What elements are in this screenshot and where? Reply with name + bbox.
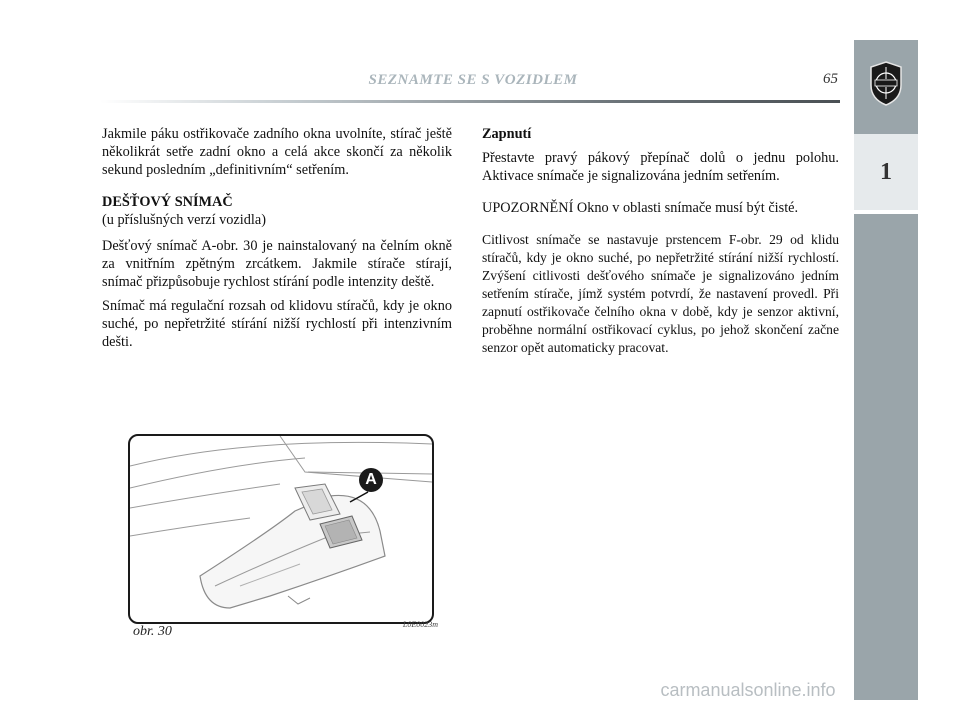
- figure-frame: [128, 434, 434, 624]
- body-paragraph: Citlivost snímače se nastavuje prstencem F-obr. 29 od klidu stíračů, kdy je okno suché, po nepřetržité stírání nižší rychlostí. Zvýšení citlivosti dešťového snímače je signalizováno jedním setřením stírače, jímž systém potvrdí, že nastavení provedl. Při zapnutí ostřikovače čelního okna v době, kdy je senzor aktivní, proběhne normální ostřikovací cyklus, po jehož skončení začne senzor opět automaticky pracovat.: [482, 232, 839, 355]
- lancia-logo-icon: [866, 59, 906, 112]
- rain-sensor-illustration: [130, 436, 432, 622]
- body-paragraph: Dešťový snímač A-obr. 30 je nainstalovaný na čelním okně za vnitřním zpětným zrcátkem. Jakmile stírače stírají, snímač přizpůsobuje rychlost stírání podle intenzity deště.: [102, 238, 452, 290]
- body-paragraph: Snímač má regulační rozsah od klidovu stíračů, kdy je okno suché, po nepřetržité stírání nižší rychlostí při intenzivním dešti.: [102, 298, 452, 350]
- logo-box: [854, 40, 918, 130]
- sidebar: [854, 40, 918, 700]
- page-number: 65: [823, 71, 838, 87]
- chapter-box: [854, 134, 918, 210]
- body-paragraph: Přestavte pravý pákový přepínač dolů o jednu polohu. Aktivace snímače je signalizována jedním setřením.: [482, 150, 839, 184]
- left-column: [102, 125, 452, 365]
- section-heading: Zapnutí: [482, 126, 532, 142]
- watermark: carmanualsonline.info: [660, 680, 836, 700]
- figure-caption: obr. 30: [133, 624, 172, 639]
- section-subtitle: (u příslušných verzí vozidla): [102, 212, 266, 228]
- figure-code: L0E0023m: [402, 620, 438, 629]
- section-title: DEŠŤOVÝ SNÍMAČ: [102, 194, 233, 210]
- sidebar-divider: [854, 210, 918, 214]
- callout-label: A: [365, 471, 377, 488]
- callout-marker: [359, 468, 383, 492]
- warning-paragraph: UPOZORNĚNÍ Okno v oblasti snímače musí být čisté.: [482, 200, 799, 216]
- right-column: [482, 125, 839, 371]
- chapter-number: 1: [880, 158, 892, 185]
- header-rule: [100, 100, 840, 103]
- intro-paragraph: Jakmile páku ostřikovače zadního okna uvolníte, stírač ještě několikrát setře zadní okno a celá akce skončí za několik sekund posledním „definitivním“ setřením.: [102, 126, 452, 178]
- header-title: SEZNAMTE SE S VOZIDLEM: [368, 72, 578, 88]
